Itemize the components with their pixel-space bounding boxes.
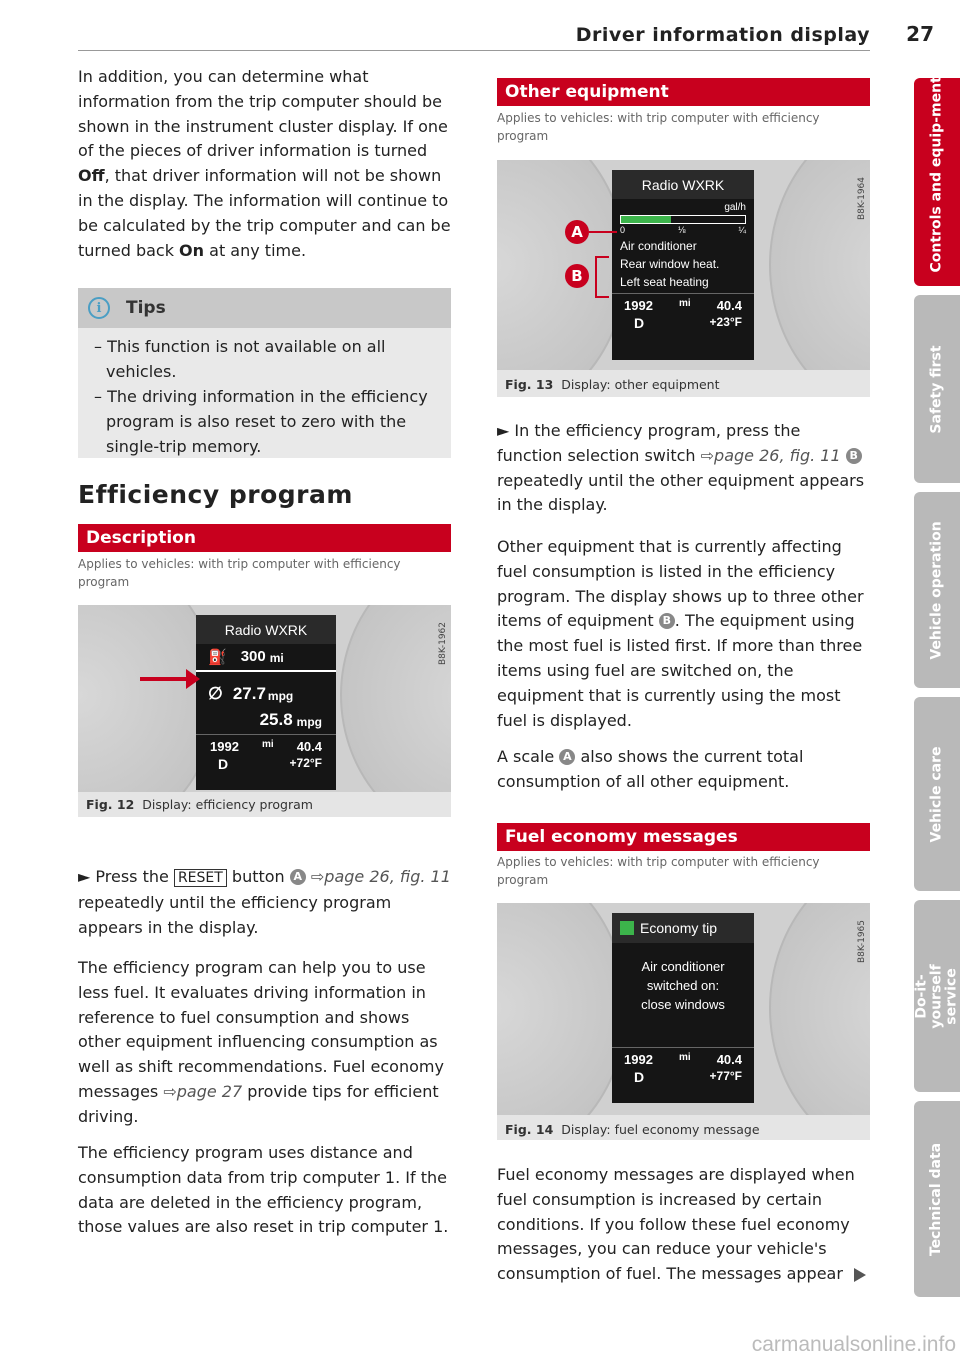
reference-text: page 27	[176, 1081, 243, 1101]
odometer-unit: mi	[678, 1052, 691, 1063]
subsection-title-bar: Description	[78, 524, 451, 552]
section-title: Efficiency program	[78, 480, 353, 509]
header-rule	[78, 50, 870, 51]
status-row-1	[196, 734, 336, 754]
caption-label: Fig. 13	[505, 377, 554, 392]
para-text: Other equipment that is currently affecting fuel consumption is listed in the efficiency program. The display shows up to three other items of equipment	[497, 537, 864, 631]
gear: D	[634, 315, 645, 331]
fuel-pump-icon: ⛽	[208, 649, 227, 666]
figure-14-image	[497, 903, 870, 1115]
other-equipment-title-bar: Other equipment	[497, 78, 870, 106]
odometer: 1992	[210, 739, 239, 754]
tab-label: Safety first	[928, 344, 945, 434]
equipment-list	[612, 235, 754, 293]
range-row	[196, 644, 336, 670]
tips-title: Tips	[126, 298, 166, 318]
efficiency-paragraph-1	[78, 956, 451, 1130]
cluster-screen	[612, 913, 754, 1103]
status-row-1	[612, 293, 754, 313]
arrow-head-icon	[186, 669, 200, 689]
right-gauge	[340, 605, 451, 792]
reference-text: page 26, fig. 11	[324, 867, 451, 886]
consumption-scale	[620, 215, 746, 224]
temperature: +23°F	[709, 315, 742, 329]
para-text: Fuel economy messages are displayed when fuel consumption is increased by certain conditions. If you follow these fuel economy messages, you can reduce your vehicle's consumption of fuel. The messages appear	[497, 1165, 855, 1284]
status-row-1	[612, 1047, 754, 1067]
figure-code: B8K-1965	[857, 919, 867, 963]
reference-text: page 26, fig. 11	[714, 445, 841, 465]
tips-box	[78, 288, 451, 458]
economy-leaf-icon	[620, 921, 634, 935]
step-mid: button	[231, 867, 285, 886]
callout-b-icon: B	[565, 264, 589, 288]
tips-list	[78, 328, 451, 459]
equipment-item: Air conditioner	[620, 239, 697, 253]
avg-value: 27.7	[232, 684, 266, 703]
tip-text: The driving information in the efficiency program is also reset to zero with the single-trip memory.	[106, 387, 428, 456]
trip: 40.4	[716, 298, 742, 313]
other-equipment-paragraph	[497, 535, 870, 733]
odometer-unit: mi	[678, 298, 691, 309]
step-bullet: ►	[497, 421, 510, 440]
applies-to: Applies to vehicles: with trip computer with efficiency program	[497, 111, 820, 143]
tab-controls-and-equipment[interactable]	[914, 75, 960, 286]
current-unit: mpg	[296, 715, 322, 729]
caption-label: Fig. 12	[86, 797, 135, 812]
tip-item: – The driving information in the efficiency program is also reset to zero with the single-trip memory.	[94, 387, 428, 456]
screen-title: Economy tip	[640, 920, 718, 936]
tip-text: This function is not available on all vehicles.	[106, 337, 386, 381]
tab-label: Do-it-yourself service	[913, 963, 960, 1029]
caption-text: Display: other equipment	[561, 377, 720, 392]
tab-label: Controls and equip-ment	[928, 75, 945, 272]
status-row-2	[612, 1067, 754, 1085]
figure-12	[78, 605, 451, 817]
step-suffix: repeatedly until the efficiency program appears in the display.	[78, 892, 392, 937]
screen-title: Radio WXRK	[612, 170, 754, 199]
temperature: +72°F	[289, 756, 322, 770]
tab-vehicle-operation[interactable]	[914, 492, 960, 688]
callout-a-icon: A	[559, 749, 575, 765]
screen-title: Radio WXRK	[196, 615, 336, 644]
step-bullet: ►	[78, 867, 91, 886]
tab-do-it-yourself-service[interactable]	[914, 900, 960, 1092]
equipment-item: Rear window heat.	[620, 257, 720, 271]
current-value: 25.8	[259, 710, 293, 729]
figure-code: B8K-1962	[438, 621, 448, 665]
status-row-2	[196, 754, 336, 772]
scale-unit: gal/h	[724, 202, 746, 213]
odometer-unit: mi	[261, 739, 274, 750]
scale-tick: 0	[620, 225, 626, 235]
odometer: 1992	[624, 1052, 653, 1067]
applies-to: Applies to vehicles: with trip computer with efficiency program	[78, 557, 401, 589]
economy-tip-header	[612, 913, 754, 943]
scale-paragraph	[497, 745, 870, 795]
range-unit: mi	[269, 651, 284, 665]
range-value: 300	[240, 648, 266, 665]
figure-caption	[505, 377, 720, 392]
left-gauge	[497, 903, 627, 1115]
temperature: +77°F	[709, 1069, 742, 1083]
fuel-economy-title-bar: Fuel economy messages	[497, 823, 870, 851]
caption-text: Display: efficiency program	[142, 797, 313, 812]
step-end: repeatedly until the other equipment appears in the display.	[497, 470, 865, 515]
current-row	[196, 706, 336, 734]
continue-arrow-icon	[854, 1268, 866, 1282]
figure-13	[497, 160, 870, 397]
scale-fill	[621, 216, 671, 223]
tip-item: – This function is not available on all vehicles.	[94, 337, 386, 381]
efficiency-paragraph-2: The efficiency program uses distance and consumption data from trip computer 1. If the data are deleted in the efficiency program, those values are also reset in trip computer 1.	[78, 1143, 449, 1237]
para-end: also shows the current total consumption of all other equipment.	[497, 747, 804, 791]
odometer: 1992	[624, 298, 653, 313]
tab-vehicle-care[interactable]	[914, 697, 960, 891]
avg-unit: mpg	[267, 689, 294, 703]
tips-header	[78, 288, 451, 328]
equipment-item: Left seat heating	[620, 275, 709, 289]
figure-caption	[505, 1122, 760, 1137]
page-number: 27	[906, 22, 934, 46]
tab-label: Vehicle care	[928, 746, 945, 842]
para-start: A scale	[497, 747, 555, 766]
scale-tick: ⅛	[677, 225, 686, 235]
status-row-2	[612, 313, 754, 331]
para-text: The efficiency program can help you to use less fuel. It evaluates driving information in reference to fuel consumption and shows other equipment influencing consumption as well as shift recommendations. Fuel economy messages	[78, 958, 444, 1101]
trip: 40.4	[716, 1052, 742, 1067]
applies-to: Applies to vehicles: with trip computer with efficiency program	[497, 855, 820, 887]
tab-label: Vehicle operation	[928, 520, 945, 660]
scale-ticks	[612, 224, 754, 235]
para-end: provide tips for efficient driving.	[78, 1081, 439, 1126]
step-instruction	[78, 865, 451, 940]
page-reference-link[interactable]: ⇨page 27	[163, 1081, 243, 1101]
caption-text: Display: fuel economy message	[561, 1122, 760, 1137]
right-gauge	[769, 160, 870, 370]
cluster-screen	[196, 615, 336, 790]
step-instruction	[497, 419, 870, 518]
right-gauge	[769, 903, 870, 1115]
page-reference-link[interactable]: ⇨page 26, fig. 11	[700, 445, 841, 465]
running-header-title: Driver information display	[575, 24, 870, 46]
fuel-economy-paragraph	[497, 1163, 870, 1287]
figure-14	[497, 903, 870, 1140]
callout-b-bracket	[595, 256, 609, 298]
figure-13-image	[497, 160, 870, 370]
cluster-screen	[612, 170, 754, 360]
callout-a-icon: A	[565, 220, 589, 244]
step-text: In the efficiency program, press the function selection switch	[497, 421, 801, 465]
info-icon: i	[88, 297, 110, 319]
para-end: . The equipment using the most fuel is listed first. If more than three items using fuel are switched on, the equipment that is currently using the most fuel is displayed.	[497, 611, 863, 730]
average-icon: ∅	[208, 684, 223, 703]
intro-paragraph: In addition, you can determine what information from the trip computer should be shown in the instrument cluster display. If one of the pieces of driver information is turned Off, that driver information will not be shown in the display. The information will continue to be calculated by the trip computer and can be turned back On at any time.	[78, 67, 451, 260]
avg-row	[196, 670, 336, 706]
tab-label: Technical data	[928, 1142, 945, 1256]
step-prefix: Press the	[95, 867, 169, 886]
figure-caption	[86, 797, 313, 812]
tab-safety-first[interactable]	[914, 295, 960, 483]
callout-a-icon: A	[290, 869, 306, 885]
figure-code: B8K-1964	[857, 176, 867, 220]
caption-label: Fig. 14	[505, 1122, 554, 1137]
gear: D	[218, 756, 229, 772]
callout-b-icon: B	[846, 448, 862, 464]
trip: 40.4	[296, 739, 322, 754]
scale-tick: ¼	[738, 225, 746, 235]
figure-12-image	[78, 605, 451, 792]
watermark: carmanualsonline.info	[751, 1333, 956, 1356]
callout-b-icon: B	[659, 613, 675, 629]
page-reference-link[interactable]: ⇨page 26, fig. 11	[310, 867, 451, 886]
economy-message: Air conditioner switched on: close windows	[641, 959, 725, 1012]
reset-key: RESET	[174, 869, 227, 887]
callout-a-line	[589, 231, 617, 233]
gear: D	[634, 1069, 645, 1085]
tab-technical-data[interactable]	[914, 1101, 960, 1297]
